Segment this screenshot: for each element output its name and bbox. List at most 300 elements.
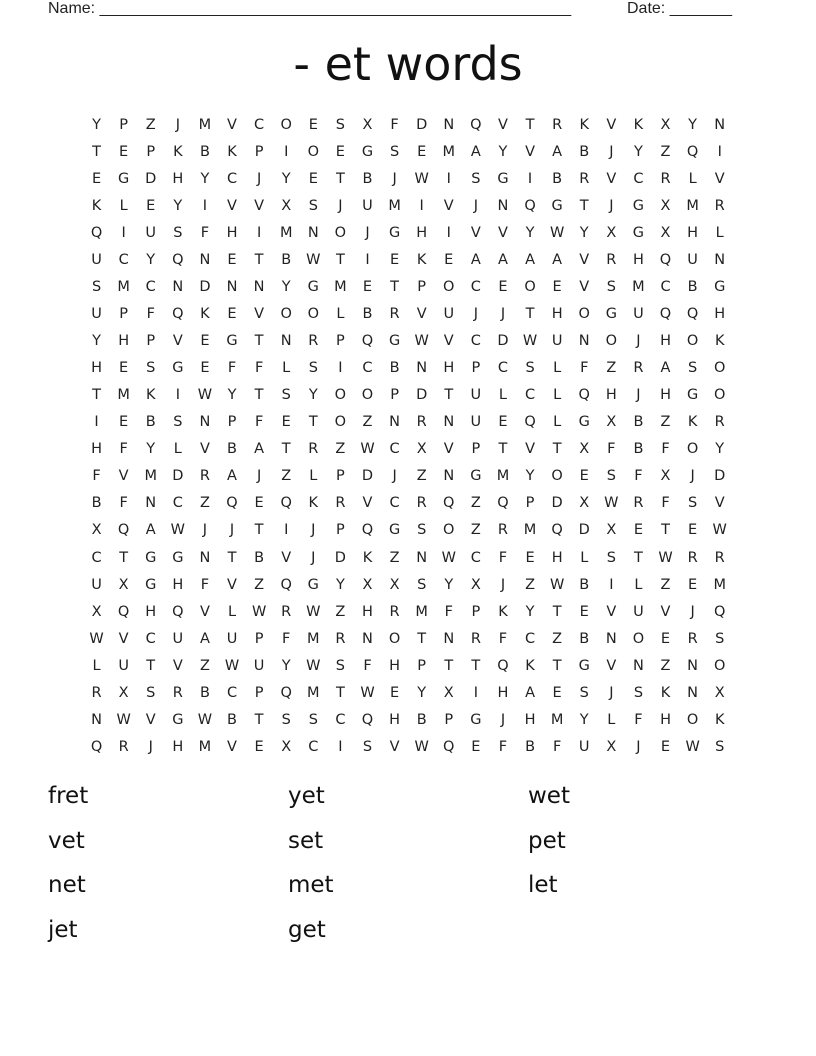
grid-letter: G (172, 360, 184, 377)
grid-letter: Q (524, 198, 536, 215)
grid-letter: S (146, 360, 156, 377)
grid-letter: F (119, 441, 128, 458)
grid-letter: V (443, 198, 454, 215)
grid-letter: A (660, 360, 671, 377)
grid-letter: V (416, 306, 427, 323)
grid-letter: V (281, 549, 292, 566)
grid-letter: G (632, 198, 645, 215)
grid-letter: R (416, 495, 427, 512)
grid-letter: G (578, 657, 590, 674)
grid-letter: S (633, 684, 644, 701)
grid-letter: K (579, 117, 589, 134)
grid-letter: E (389, 252, 400, 269)
grid-letter: C (145, 279, 156, 296)
grid-letter: S (688, 495, 698, 512)
grid-letter: V (525, 144, 535, 161)
grid-letter: K (714, 333, 725, 350)
grid-letter: Q (361, 711, 374, 728)
grid-letter: B (281, 252, 292, 269)
grid-letter: I (256, 225, 262, 242)
grid-letter: V (606, 117, 617, 134)
grid-letter: R (172, 684, 183, 701)
grid-letter: M (334, 279, 347, 296)
grid-letter: P (336, 522, 345, 539)
word-list-item: pet (528, 827, 566, 854)
grid-letter: S (91, 279, 102, 296)
grid-letter: U (91, 252, 102, 269)
grid-letter: I (338, 360, 343, 377)
grid-letter: J (609, 198, 614, 215)
grid-letter: K (308, 495, 319, 512)
grid-letter: Z (660, 657, 671, 674)
grid-letter: Y (227, 387, 237, 404)
grid-letter: G (172, 711, 184, 728)
grid-letter: N (632, 657, 644, 674)
grid-letter: S (715, 738, 725, 755)
grid-letter: L (688, 171, 697, 188)
grid-letter: H (605, 387, 617, 404)
grid-letter: F (634, 468, 643, 485)
grid-letter: B (525, 738, 536, 755)
grid-letter: G (578, 414, 590, 431)
grid-letter: R (199, 468, 210, 485)
grid-letter: F (254, 414, 264, 431)
grid-row (83, 707, 733, 734)
grid-letter: Y (633, 144, 643, 161)
grid-letter: V (525, 441, 535, 458)
grid-letter: N (199, 549, 211, 566)
grid-letter: R (470, 630, 481, 647)
grid-letter: P (444, 711, 454, 728)
grid-letter: J (473, 306, 478, 323)
grid-letter: G (551, 198, 563, 215)
grid-letter: J (256, 171, 262, 188)
grid-letter: E (362, 279, 373, 296)
grid-letter: E (119, 414, 129, 431)
grid-letter: S (579, 684, 589, 701)
grid-letter: E (389, 684, 400, 701)
grid-letter: N (687, 684, 699, 701)
grid-letter: P (254, 684, 264, 701)
grid-letter: S (417, 576, 427, 593)
grid-letter: O (388, 630, 401, 647)
grid-letter: V (362, 495, 373, 512)
grid-letter: Y (281, 171, 291, 188)
grid-letter: K (416, 252, 427, 269)
grid-letter: N (605, 630, 617, 647)
grid-letter: X (281, 738, 292, 755)
grid-letter: Q (443, 738, 455, 755)
grid-letter: X (660, 225, 671, 242)
grid-letter: X (362, 576, 373, 593)
grid-letter: X (281, 198, 292, 215)
grid-letter: Y (444, 576, 454, 593)
grid-letter: G (632, 225, 645, 242)
grid-letter: E (200, 333, 210, 350)
grid-letter: B (389, 360, 400, 377)
grid-letter: B (227, 441, 237, 458)
grid-letter: Z (362, 414, 373, 431)
grid-letter: X (606, 522, 617, 539)
grid-letter: W (197, 387, 213, 404)
grid-letter: V (714, 171, 725, 188)
grid-letter: W (170, 522, 185, 539)
grid-letter: E (308, 117, 318, 134)
grid-letter: N (199, 252, 211, 269)
grid-letter: F (119, 495, 128, 512)
grid-letter: I (527, 171, 533, 188)
grid-letter: T (335, 252, 345, 269)
grid-row (83, 193, 733, 220)
grid-letter: E (660, 630, 671, 647)
letter-grid (83, 112, 733, 761)
grid-letter: A (470, 252, 481, 269)
grid-letter: Q (90, 225, 103, 242)
grid-row (83, 734, 733, 761)
grid-letter: G (226, 333, 238, 350)
word-list-item: yet (288, 783, 325, 809)
grid-letter: D (416, 117, 428, 134)
grid-letter: V (254, 306, 265, 323)
grid-letter: Z (335, 603, 346, 620)
grid-letter: R (91, 684, 102, 701)
grid-letter: Z (470, 495, 481, 512)
grid-letter: Q (659, 252, 672, 269)
grid-letter: E (417, 144, 427, 161)
grid-letter: R (687, 630, 698, 647)
grid-letter: M (496, 468, 510, 485)
grid-letter: X (91, 603, 102, 620)
grid-letter: H (687, 225, 699, 242)
grid-letter: V (660, 603, 671, 620)
grid-letter: N (389, 414, 400, 431)
grid-letter: Q (551, 522, 563, 539)
grid-letter: G (388, 522, 401, 539)
grid-letter: B (362, 306, 373, 323)
grid-letter: H (172, 576, 184, 593)
grid-row (83, 220, 733, 247)
word-list-item: get (288, 916, 326, 943)
grid-letter: G (470, 711, 482, 728)
grid-letter: K (362, 549, 373, 566)
grid-letter: D (551, 495, 563, 512)
grid-letter: E (119, 360, 129, 377)
grid-letter: Y (498, 144, 508, 161)
grid-letter: H (660, 387, 671, 404)
grid-letter: W (414, 738, 429, 755)
grid-letter: Y (715, 441, 725, 458)
grid-letter: L (336, 306, 345, 323)
grid-letter: D (199, 279, 211, 296)
grid-letter: H (660, 333, 671, 350)
grid-letter: P (336, 468, 345, 485)
grid-letter: O (307, 144, 319, 161)
grid-letter: S (146, 684, 156, 701)
grid-letter: J (609, 684, 614, 701)
grid-letter: O (307, 306, 319, 323)
grid-letter: N (416, 360, 428, 377)
grid-letter: Z (470, 522, 481, 539)
grid-letter: S (389, 144, 400, 161)
grid-letter: I (338, 738, 343, 755)
grid-letter: W (712, 522, 727, 539)
grid-letter: N (226, 279, 238, 296)
grid-letter: V (172, 333, 183, 350)
grid-letter: B (145, 414, 156, 431)
grid-letter: W (441, 549, 456, 566)
grid-letter: S (281, 387, 291, 404)
grid-letter: C (226, 684, 238, 701)
word-list-item: wet (528, 783, 570, 809)
grid-letter: K (660, 684, 671, 701)
grid-letter: O (713, 387, 726, 404)
grid-letter: O (334, 414, 347, 431)
grid-letter: J (311, 522, 316, 539)
grid-letter: Y (281, 279, 291, 296)
grid-row (83, 545, 733, 572)
grid-letter: I (94, 414, 99, 431)
grid-letter: S (606, 549, 616, 566)
grid-letter: D (172, 468, 184, 485)
word-list-item: fret (48, 783, 89, 809)
grid-letter: T (281, 441, 291, 458)
grid-letter: N (714, 117, 726, 134)
grid-letter: O (605, 333, 618, 350)
grid-row (83, 274, 733, 301)
grid-letter: W (414, 333, 429, 350)
grid-letter: Y (579, 225, 589, 242)
grid-letter: A (254, 441, 265, 458)
grid-letter: Q (686, 306, 699, 323)
grid-letter: J (500, 711, 506, 728)
grid-letter: S (362, 738, 373, 755)
grid-letter: F (498, 738, 508, 755)
grid-letter: Z (199, 657, 210, 674)
grid-letter: F (227, 360, 237, 377)
grid-row (83, 328, 733, 355)
grid-letter: N (443, 117, 455, 134)
grid-letter: Q (280, 576, 292, 593)
grid-letter: I (175, 387, 180, 404)
grid-letter: U (145, 225, 157, 242)
grid-letter: B (199, 144, 210, 161)
date-field-line[interactable]: Date: _______ (627, 0, 732, 17)
grid-letter: R (660, 171, 671, 188)
grid-letter: W (306, 657, 321, 674)
grid-letter: X (606, 738, 617, 755)
grid-letter: M (632, 279, 645, 296)
grid-letter: R (552, 117, 563, 134)
grid-letter: J (175, 117, 180, 134)
grid-letter: N (307, 225, 319, 242)
grid-letter: N (443, 630, 455, 647)
grid-letter: V (389, 738, 400, 755)
grid-letter: X (660, 198, 671, 215)
grid-letter: B (579, 576, 590, 593)
grid-letter: F (552, 738, 562, 755)
grid-letter: Q (361, 522, 374, 539)
grid-letter: U (172, 630, 184, 647)
grid-letter: V (199, 603, 210, 620)
grid-letter: T (92, 387, 101, 404)
grid-letter: R (335, 495, 346, 512)
grid-letter: V (606, 657, 617, 674)
grid-letter: Q (659, 306, 672, 323)
grid-letter: G (361, 144, 374, 161)
grid-row (83, 463, 733, 490)
grid-letter: X (389, 576, 400, 593)
grid-letter: U (362, 198, 373, 215)
grid-letter: Q (172, 306, 184, 323)
word-list-item: net (48, 872, 86, 898)
grid-letter: C (308, 738, 319, 755)
grid-letter: B (254, 549, 265, 566)
grid-letter: H (632, 252, 644, 269)
grid-letter: E (688, 522, 698, 539)
grid-letter: V (227, 117, 237, 134)
grid-letter: Q (686, 144, 699, 161)
grid-letter: Y (308, 387, 318, 404)
grid-letter: O (443, 279, 455, 296)
grid-letter: T (444, 657, 454, 674)
grid-letter: C (470, 549, 481, 566)
grid-letter: K (714, 711, 725, 728)
grid-letter: O (524, 279, 536, 296)
grid-letter: M (117, 387, 130, 404)
grid-letter: A (227, 468, 237, 485)
grid-letter: W (360, 684, 375, 701)
grid-letter: A (525, 684, 535, 701)
grid-letter: L (553, 387, 562, 404)
grid-letter: H (172, 738, 184, 755)
grid-letter: X (470, 576, 481, 593)
grid-row (83, 599, 733, 626)
grid-letter: Z (199, 495, 210, 512)
grid-letter: H (497, 684, 509, 701)
page-title: - et words (293, 37, 523, 91)
grid-letter: G (605, 306, 617, 323)
grid-letter: X (416, 441, 427, 458)
grid-letter: Z (660, 576, 671, 593)
grid-letter: O (280, 306, 292, 323)
grid-letter: O (280, 117, 292, 134)
grid-letter: P (417, 657, 427, 674)
grid-letter: D (714, 468, 726, 485)
grid-letter: I (717, 144, 722, 161)
grid-letter: B (687, 279, 698, 296)
grid-row (83, 680, 733, 707)
grid-letter: L (227, 603, 237, 620)
grid-letter: H (118, 333, 130, 350)
grid-letter: E (227, 252, 237, 269)
grid-letter: Q (172, 252, 184, 269)
grid-letter: S (606, 279, 616, 296)
grid-letter: G (307, 279, 319, 296)
grid-letter: W (251, 603, 267, 620)
grid-letter: N (145, 495, 157, 512)
grid-letter: C (389, 495, 400, 512)
grid-letter: U (633, 603, 644, 620)
grid-letter: L (634, 576, 643, 593)
grid-letter: R (606, 252, 617, 269)
grid-letter: Q (361, 333, 374, 350)
grid-letter: N (687, 657, 699, 674)
grid-letter: H (362, 603, 373, 620)
grid-letter: H (91, 441, 102, 458)
grid-letter: I (284, 144, 289, 161)
word-list-item: vet (48, 827, 85, 854)
grid-letter: T (254, 333, 264, 350)
grid-letter: C (524, 630, 536, 647)
grid-letter: H (145, 603, 157, 620)
grid-letter: E (91, 171, 102, 188)
grid-row (83, 409, 733, 436)
grid-letter: G (388, 225, 401, 242)
grid-letter: T (119, 549, 129, 566)
grid-letter: R (579, 171, 590, 188)
grid-letter: T (254, 711, 264, 728)
grid-letter: W (685, 738, 700, 755)
grid-letter: S (525, 360, 535, 377)
grid-letter: X (118, 684, 129, 701)
grid-letter: J (690, 603, 695, 620)
grid-letter: Q (172, 603, 184, 620)
name-field-line[interactable]: Name: _____________________________________________________ (48, 0, 572, 17)
grid-letter: C (497, 360, 509, 377)
grid-letter: J (392, 468, 397, 485)
grid-row (83, 166, 733, 193)
grid-letter: O (713, 360, 726, 377)
grid-letter: T (146, 657, 156, 674)
grid-letter: X (606, 225, 617, 242)
grid-letter: J (148, 738, 153, 755)
grid-letter: I (446, 171, 451, 188)
grid-letter: X (443, 684, 454, 701)
grid-letter: K (633, 117, 644, 134)
grid-letter: R (335, 630, 346, 647)
grid-letter: S (606, 468, 616, 485)
grid-letter: W (658, 549, 673, 566)
grid-letter: B (91, 495, 102, 512)
grid-letter: O (551, 468, 563, 485)
grid-letter: B (362, 171, 373, 188)
grid-letter: H (551, 306, 563, 323)
grid-letter: W (306, 603, 321, 620)
grid-letter: L (92, 657, 101, 674)
grid-letter: Q (497, 657, 509, 674)
grid-letter: R (687, 549, 698, 566)
grid-letter: K (91, 198, 102, 215)
grid-letter: A (470, 144, 481, 161)
grid-letter: H (660, 711, 671, 728)
grid-letter: V (497, 225, 508, 242)
grid-letter: U (578, 738, 590, 755)
grid-letter: Z (606, 360, 617, 377)
grid-letter: E (281, 414, 291, 431)
grid-letter: S (688, 360, 698, 377)
grid-letter: J (256, 468, 262, 485)
grid-letter: I (202, 198, 208, 215)
grid-letter: F (661, 495, 670, 512)
grid-letter: B (552, 171, 563, 188)
grid-letter: N (172, 279, 184, 296)
grid-letter: O (632, 630, 645, 647)
grid-row (83, 572, 733, 599)
grid-letter: Q (497, 495, 509, 512)
grid-letter: C (470, 279, 481, 296)
grid-letter: Q (443, 495, 455, 512)
grid-letter: A (552, 252, 563, 269)
